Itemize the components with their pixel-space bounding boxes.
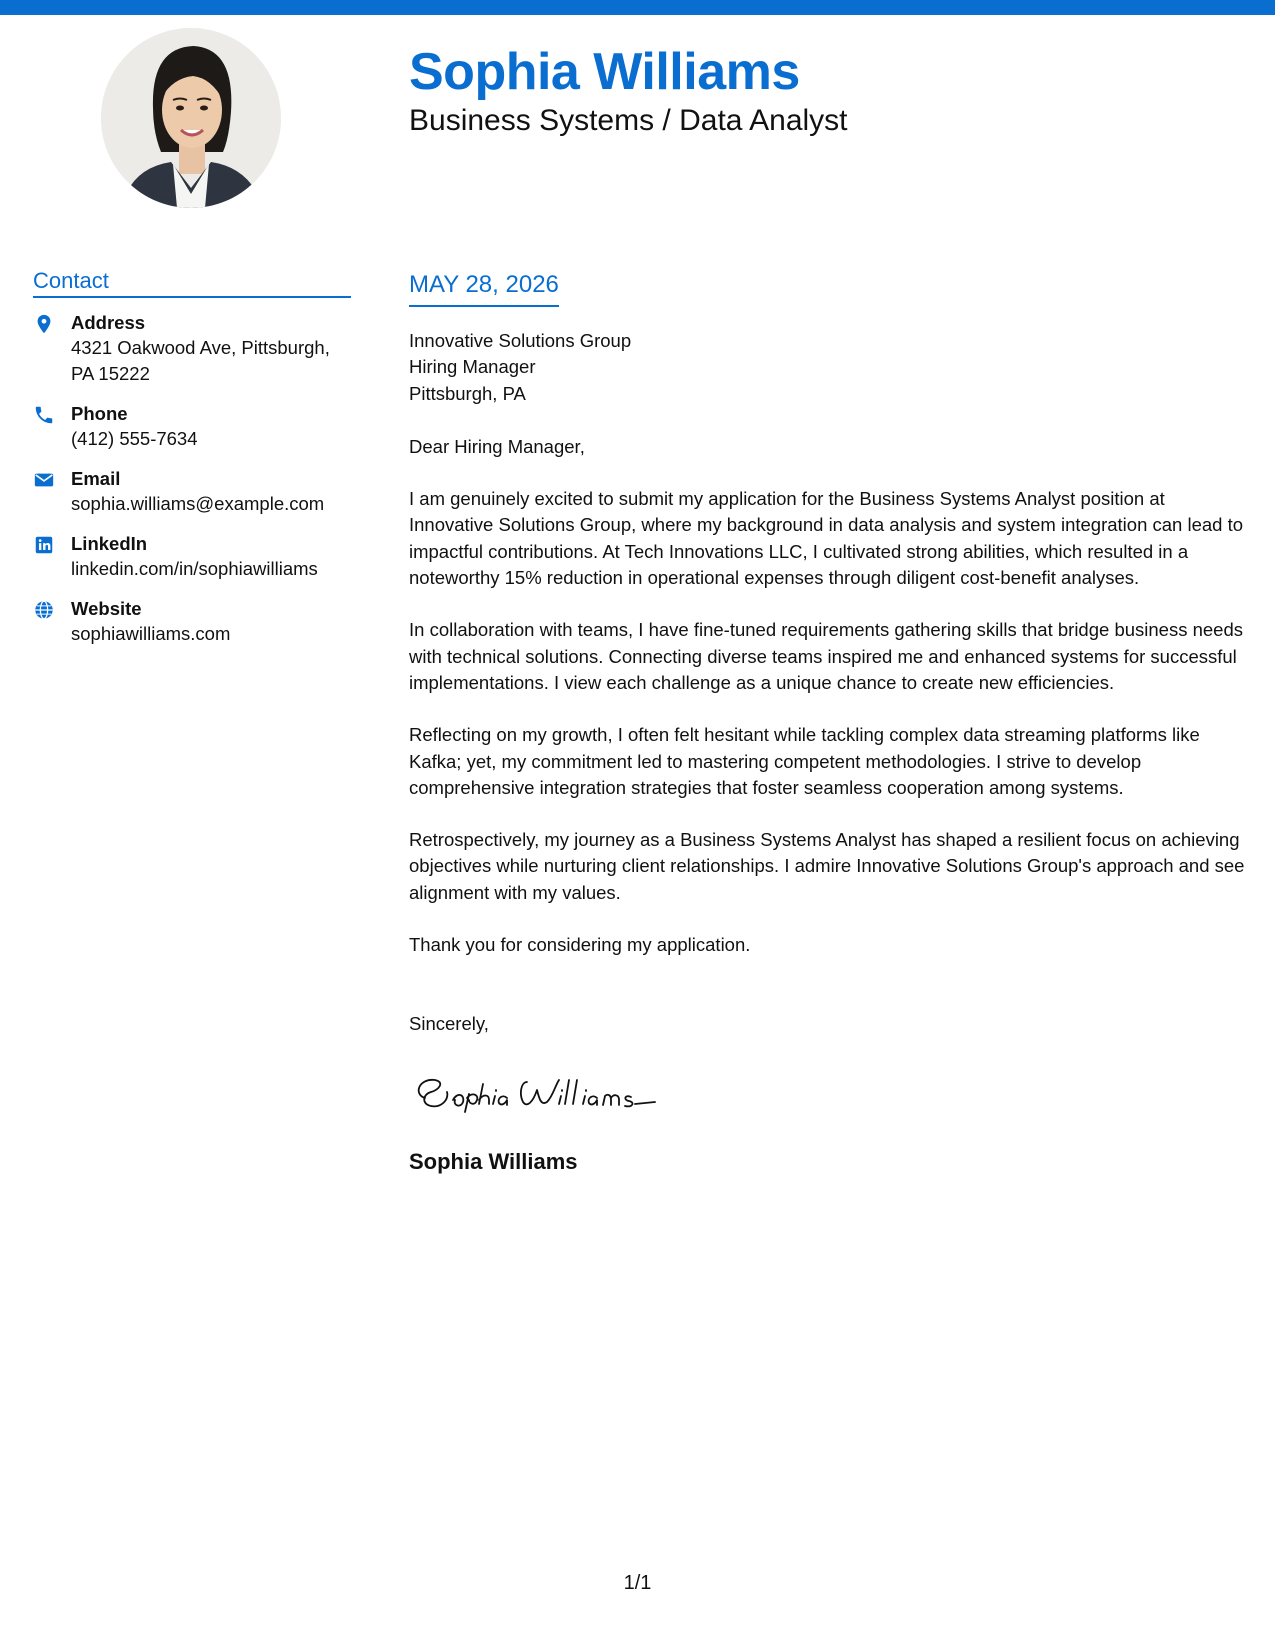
email-value: sophia.williams@example.com — [71, 493, 325, 514]
contact-list — [33, 311, 351, 662]
body-paragraph: Reflecting on my growth, I often felt hesitant while tackling complex data streaming platforms like Kafka; yet, my commitment led to mastering competent methodologies. I strive to develop comprehensive integration strategies that foster seamless cooperation among systems. — [409, 724, 1200, 798]
globe-icon — [33, 599, 55, 621]
job-title: Business Systems / Data Analyst — [409, 104, 848, 137]
contact-phone — [33, 402, 351, 452]
address-line-1: 4321 Oakwood Ave, Pittsburgh, — [71, 337, 330, 358]
address-line-2: PA 15222 — [71, 363, 150, 384]
letter-body — [409, 328, 1254, 1175]
applicant-name: Sophia Williams — [409, 43, 800, 101]
website-value: sophiawilliams.com — [71, 623, 231, 644]
phone-value: (412) 555-7634 — [71, 428, 198, 449]
contact-email — [33, 467, 351, 517]
contact-website — [33, 597, 351, 647]
recipient-block — [409, 328, 1254, 407]
contact-label: Phone — [71, 403, 128, 424]
signed-name: Sophia Williams — [409, 1148, 578, 1174]
contact-linkedin — [33, 532, 351, 582]
recipient-company: Innovative Solutions Group — [409, 330, 632, 351]
linkedin-icon — [33, 534, 55, 556]
body-paragraph: In collaboration with teams, I have fine-tuned requirements gathering skills that bridge business needs with technical solutions. Connecting diverse teams inspired me and enhanced systems for successful implementations. I view each challenge as a unique chance to create new efficiencies. — [409, 619, 1243, 693]
profile-photo — [101, 28, 281, 208]
contact-label: Email — [71, 468, 121, 489]
phone-icon — [33, 404, 55, 426]
envelope-icon — [33, 469, 55, 491]
contact-address — [33, 311, 351, 387]
contact-label: Website — [71, 598, 142, 619]
salutation: Dear Hiring Manager, — [409, 435, 585, 457]
letter-date: MAY 28, 2026 — [409, 271, 559, 307]
contact-heading: Contact — [33, 268, 351, 298]
top-accent-bar — [0, 0, 1275, 15]
recipient-location: Pittsburgh, PA — [409, 382, 526, 404]
body-paragraph: I am genuinely excited to submit my application for the Business Systems Analyst position at Innovative Solutions Group, where my background in data analysis and system integration can lead to impactful contributions. At Tech Innovations LLC, I cultivated strong abilities, which resulted in a noteworthy 15% reduction in operational expenses through diligent cost-benefit analyses. — [409, 488, 1244, 589]
contact-label: Address — [71, 312, 146, 333]
map-pin-icon — [33, 313, 55, 335]
page-number: 1/1 — [623, 1572, 652, 1594]
linkedin-value: linkedin.com/in/sophiawilliams — [71, 558, 318, 579]
closing-thanks: Thank you for considering my application. — [409, 934, 751, 956]
handwritten-signature — [409, 1064, 669, 1114]
signoff: Sincerely, — [409, 1013, 489, 1035]
contact-label: LinkedIn — [71, 533, 148, 554]
recipient-role: Hiring Manager — [409, 356, 536, 378]
body-paragraph: Retrospectively, my journey as a Business Systems Analyst has shaped a resilient focus on achieving objectives while nurturing client relationships. I admire Innovative Solutions Group's approach and see alignment with my values. — [409, 829, 1245, 903]
